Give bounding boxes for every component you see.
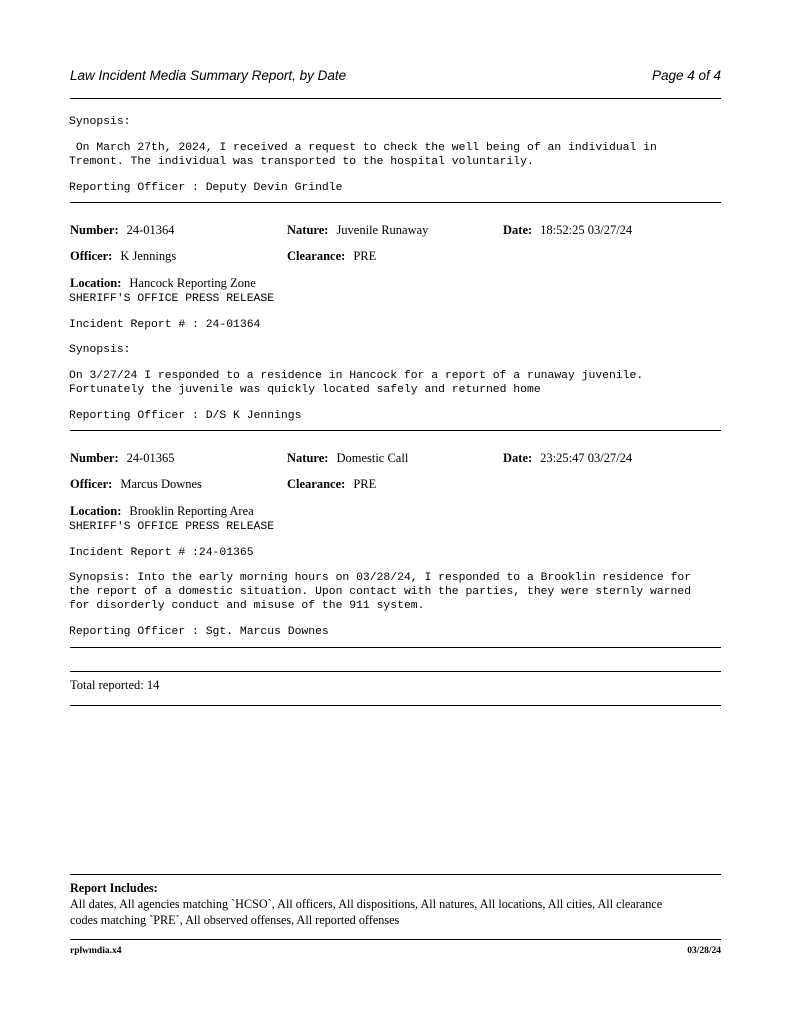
total-divider-bottom	[70, 705, 721, 706]
synopsis-label: Synopsis:	[69, 116, 131, 128]
incident-report-number: Incident Report # :24-01365	[69, 547, 254, 559]
incident-date: Date: 23:25:47 03/27/24	[503, 451, 633, 465]
incident-divider	[70, 430, 721, 431]
incident-location: Location: Hancock Reporting Zone	[70, 276, 256, 290]
incident-number: Number: 24-01365	[70, 451, 175, 465]
incident-report-number: Incident Report # : 24-01364	[69, 319, 261, 331]
synopsis-line: On 3/27/24 I responded to a residence in Hancock for a report of a runaway juvenile.	[69, 370, 644, 382]
synopsis-line: On March 27th, 2024, I received a request to check the well being of an individual in	[69, 142, 657, 154]
synopsis-line: for disorderly conduct and misuse of the 911 system.	[69, 600, 425, 612]
print-date: 03/28/24	[687, 946, 721, 956]
incident-clearance: Clearance: PRE	[287, 249, 377, 263]
incident-number: Number: 24-01364	[70, 223, 175, 237]
reporting-officer: Reporting Officer : Sgt. Marcus Downes	[69, 626, 329, 638]
report-file-name: rplwmdia.x4	[70, 946, 122, 956]
incident-date: Date: 18:52:25 03/27/24	[503, 223, 633, 237]
report-includes-label: Report Includes:	[70, 881, 158, 895]
reporting-officer: Reporting Officer : Deputy Devin Grindle	[69, 182, 343, 194]
synopsis-line: Fortunately the juvenile was quickly located safely and returned home	[69, 384, 541, 396]
incident-divider	[70, 202, 721, 203]
incident-officer: Officer: K Jennings	[70, 249, 177, 263]
reporting-officer: Reporting Officer : D/S K Jennings	[69, 410, 302, 422]
synopsis-label: Synopsis:	[69, 344, 131, 356]
incident-nature: Nature: Juvenile Runaway	[287, 223, 429, 237]
synopsis-line: Synopsis: Into the early morning hours on 03/28/24, I responded to a Brooklin residence for	[69, 572, 692, 584]
synopsis-line: Tremont. The individual was transported to the hospital voluntarily.	[69, 156, 534, 168]
footer-divider-bottom	[70, 939, 721, 940]
incident-nature: Nature: Domestic Call	[287, 451, 409, 465]
press-release: SHERIFF'S OFFICE PRESS RELEASE	[69, 521, 275, 533]
report-includes-line: All dates, All agencies matching `HCSO`, All officers, All dispositions, All natures, All locations, All cities, All clearance	[70, 897, 663, 911]
incident-clearance: Clearance: PRE	[287, 477, 377, 491]
total-divider-top	[70, 671, 721, 672]
synopsis-line: the report of a domestic situation. Upon contact with the parties, they were sternly warned	[69, 586, 692, 598]
header-divider	[70, 98, 721, 99]
footer-divider-top	[70, 874, 721, 875]
report-includes-line: codes matching `PRE`, All observed offenses, All reported offenses	[70, 913, 400, 927]
total-reported: Total reported: 14	[70, 678, 160, 692]
page-number: Page 4 of 4	[651, 68, 721, 83]
incident-location: Location: Brooklin Reporting Area	[70, 504, 254, 518]
incident-divider	[70, 647, 721, 648]
incident-officer: Officer: Marcus Downes	[70, 477, 202, 491]
report-title: Law Incident Media Summary Report, by Date	[70, 68, 347, 83]
press-release: SHERIFF'S OFFICE PRESS RELEASE	[69, 293, 275, 305]
